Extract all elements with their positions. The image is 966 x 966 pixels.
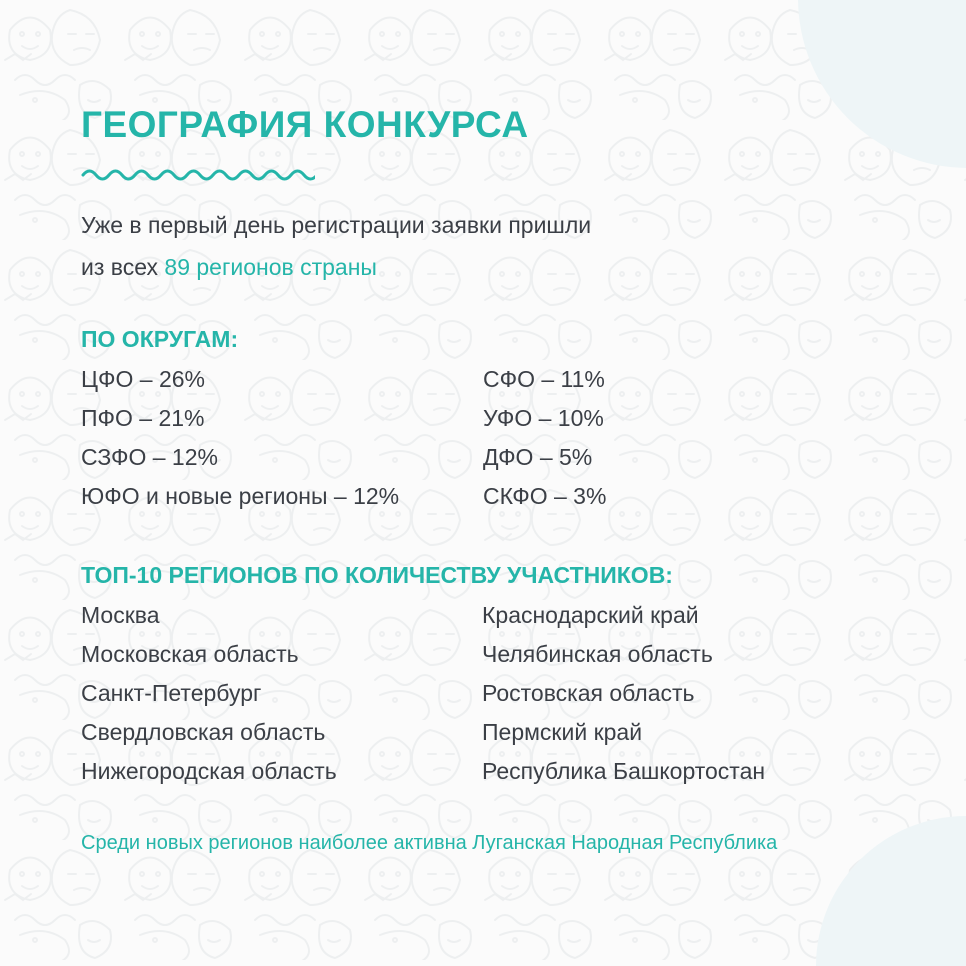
district-item: ПФО – 21% bbox=[81, 405, 205, 431]
wave-divider-icon bbox=[81, 166, 315, 184]
districts-heading: ПО ОКРУГАМ: bbox=[81, 326, 239, 352]
region-item: Нижегородская область bbox=[81, 758, 337, 784]
district-item: ЦФО – 26% bbox=[81, 366, 205, 392]
region-item: Ростовская область bbox=[482, 680, 695, 706]
footer-note: Среди новых регионов наиболее активна Луганская Народная Республика bbox=[81, 832, 778, 854]
region-item: Челябинская область bbox=[482, 641, 713, 667]
districts-list-left bbox=[81, 360, 399, 516]
intro-line-1: Уже в первый день регистрации заявки пришли bbox=[81, 212, 592, 238]
region-item: Москва bbox=[81, 602, 160, 628]
intro-line-2-prefix: из всех bbox=[81, 254, 165, 280]
top-regions-heading: ТОП-10 РЕГИОНОВ ПО КОЛИЧЕСТВУ УЧАСТНИКОВ: bbox=[81, 562, 673, 588]
intro-text bbox=[81, 204, 591, 288]
page-title: ГЕОГРАФИЯ КОНКУРСА bbox=[81, 104, 529, 145]
top-regions-list-left bbox=[81, 596, 337, 791]
district-item: СЗФО – 12% bbox=[81, 444, 218, 470]
top-regions-list-right bbox=[482, 596, 765, 791]
region-item: Пермский край bbox=[482, 719, 643, 745]
region-item: Свердловская область bbox=[81, 719, 326, 745]
regions-count-highlight: 89 регионов страны bbox=[164, 254, 377, 280]
district-item: УФО – 10% bbox=[483, 405, 604, 431]
district-item: ЮФО и новые регионы – 12% bbox=[81, 483, 400, 509]
region-item: Санкт-Петербург bbox=[81, 680, 262, 706]
district-item: СКФО – 3% bbox=[483, 483, 607, 509]
region-item: Московская область bbox=[81, 641, 299, 667]
region-item: Республика Башкортостан bbox=[482, 758, 766, 784]
district-item: СФО – 11% bbox=[483, 366, 605, 392]
region-item: Краснодарский край bbox=[482, 602, 699, 628]
districts-list-right bbox=[483, 360, 606, 516]
district-item: ДФО – 5% bbox=[483, 444, 593, 470]
